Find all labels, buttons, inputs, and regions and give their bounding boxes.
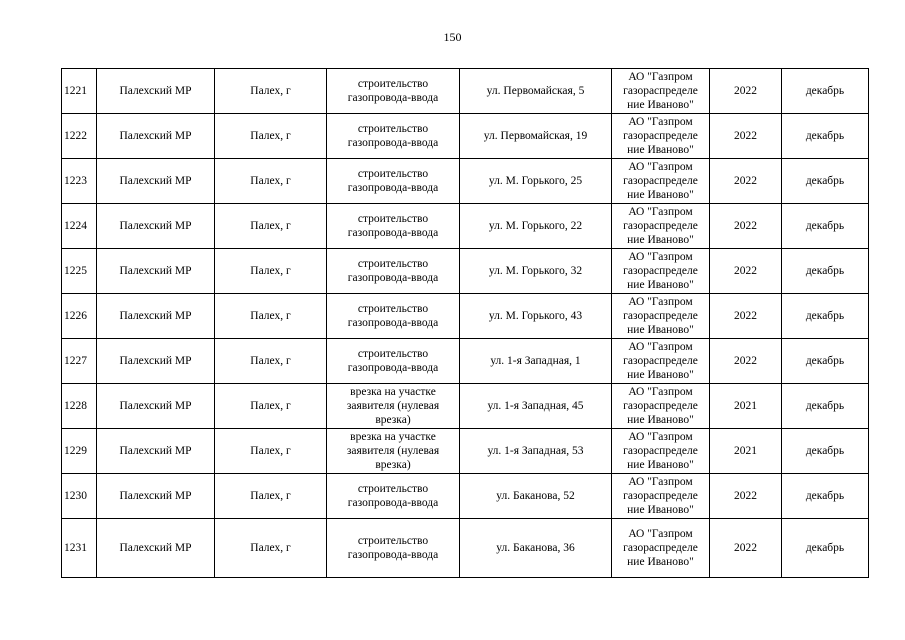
- organization-cell: АО "Газпром газораспределе ние Иваново": [612, 519, 710, 578]
- locality-cell: Палех, г: [215, 429, 327, 474]
- gas-connection-table: [61, 68, 869, 578]
- month-cell: декабрь: [782, 204, 869, 249]
- month-cell: декабрь: [782, 159, 869, 204]
- locality-cell: Палех, г: [215, 249, 327, 294]
- work-type-cell: строительство газопровода-ввода: [327, 69, 460, 114]
- district-cell: Палехский МР: [97, 339, 215, 384]
- month-cell: декабрь: [782, 384, 869, 429]
- address-cell: ул. М. Горького, 32: [460, 249, 612, 294]
- year-cell: 2022: [710, 519, 782, 578]
- table-row: [62, 384, 869, 429]
- month-cell: декабрь: [782, 249, 869, 294]
- month-cell: декабрь: [782, 474, 869, 519]
- year-cell: 2022: [710, 204, 782, 249]
- month-cell: декабрь: [782, 114, 869, 159]
- organization-cell: АО "Газпром газораспределе ние Иваново": [612, 249, 710, 294]
- table-row: [62, 69, 869, 114]
- table-row: [62, 474, 869, 519]
- district-cell: Палехский МР: [97, 429, 215, 474]
- address-cell: ул. Первомайская, 5: [460, 69, 612, 114]
- address-cell: ул. Первомайская, 19: [460, 114, 612, 159]
- work-type-cell: врезка на участке заявителя (нулевая врезка): [327, 429, 460, 474]
- district-cell: Палехский МР: [97, 519, 215, 578]
- organization-cell: АО "Газпром газораспределе ние Иваново": [612, 159, 710, 204]
- district-cell: Палехский МР: [97, 159, 215, 204]
- table-row: [62, 339, 869, 384]
- address-cell: ул. Баканова, 52: [460, 474, 612, 519]
- district-cell: Палехский МР: [97, 384, 215, 429]
- year-cell: 2022: [710, 474, 782, 519]
- address-cell: ул. Баканова, 36: [460, 519, 612, 578]
- year-cell: 2022: [710, 339, 782, 384]
- address-cell: ул. М. Горького, 43: [460, 294, 612, 339]
- district-cell: Палехский МР: [97, 294, 215, 339]
- address-cell: ул. 1-я Западная, 1: [460, 339, 612, 384]
- organization-cell: АО "Газпром газораспределе ние Иваново": [612, 429, 710, 474]
- year-cell: 2022: [710, 159, 782, 204]
- locality-cell: Палех, г: [215, 294, 327, 339]
- locality-cell: Палех, г: [215, 114, 327, 159]
- organization-cell: АО "Газпром газораспределе ние Иваново": [612, 474, 710, 519]
- district-cell: Палехский МР: [97, 69, 215, 114]
- table-row: [62, 429, 869, 474]
- row-number-cell: 1222: [62, 114, 97, 159]
- work-type-cell: строительство газопровода-ввода: [327, 474, 460, 519]
- district-cell: Палехский МР: [97, 114, 215, 159]
- row-number-cell: 1230: [62, 474, 97, 519]
- organization-cell: АО "Газпром газораспределе ние Иваново": [612, 294, 710, 339]
- year-cell: 2022: [710, 69, 782, 114]
- table-row: [62, 519, 869, 578]
- address-cell: ул. 1-я Западная, 45: [460, 384, 612, 429]
- year-cell: 2022: [710, 294, 782, 339]
- year-cell: 2022: [710, 249, 782, 294]
- month-cell: декабрь: [782, 294, 869, 339]
- row-number-cell: 1224: [62, 204, 97, 249]
- table-row: [62, 249, 869, 294]
- table-row: [62, 114, 869, 159]
- row-number-cell: 1221: [62, 69, 97, 114]
- organization-cell: АО "Газпром газораспределе ние Иваново": [612, 204, 710, 249]
- work-type-cell: строительство газопровода-ввода: [327, 519, 460, 578]
- year-cell: 2022: [710, 114, 782, 159]
- locality-cell: Палех, г: [215, 519, 327, 578]
- locality-cell: Палех, г: [215, 384, 327, 429]
- organization-cell: АО "Газпром газораспределе ние Иваново": [612, 339, 710, 384]
- locality-cell: Палех, г: [215, 474, 327, 519]
- month-cell: декабрь: [782, 519, 869, 578]
- row-number-cell: 1227: [62, 339, 97, 384]
- address-cell: ул. М. Горького, 22: [460, 204, 612, 249]
- work-type-cell: врезка на участке заявителя (нулевая врезка): [327, 384, 460, 429]
- work-type-cell: строительство газопровода-ввода: [327, 159, 460, 204]
- district-cell: Палехский МР: [97, 249, 215, 294]
- locality-cell: Палех, г: [215, 339, 327, 384]
- page-number: 150: [443, 30, 462, 44]
- address-cell: ул. 1-я Западная, 53: [460, 429, 612, 474]
- organization-cell: АО "Газпром газораспределе ние Иваново": [612, 384, 710, 429]
- table-row: [62, 159, 869, 204]
- table-row: [62, 294, 869, 339]
- row-number-cell: 1229: [62, 429, 97, 474]
- month-cell: декабрь: [782, 429, 869, 474]
- work-type-cell: строительство газопровода-ввода: [327, 249, 460, 294]
- table-row: [62, 204, 869, 249]
- row-number-cell: 1228: [62, 384, 97, 429]
- table-body: [62, 69, 869, 578]
- district-cell: Палехский МР: [97, 204, 215, 249]
- work-type-cell: строительство газопровода-ввода: [327, 339, 460, 384]
- row-number-cell: 1226: [62, 294, 97, 339]
- locality-cell: Палех, г: [215, 69, 327, 114]
- year-cell: 2021: [710, 429, 782, 474]
- work-type-cell: строительство газопровода-ввода: [327, 204, 460, 249]
- year-cell: 2021: [710, 384, 782, 429]
- locality-cell: Палех, г: [215, 159, 327, 204]
- row-number-cell: 1225: [62, 249, 97, 294]
- work-type-cell: строительство газопровода-ввода: [327, 294, 460, 339]
- address-cell: ул. М. Горького, 25: [460, 159, 612, 204]
- organization-cell: АО "Газпром газораспределе ние Иваново": [612, 69, 710, 114]
- row-number-cell: 1231: [62, 519, 97, 578]
- organization-cell: АО "Газпром газораспределе ние Иваново": [612, 114, 710, 159]
- locality-cell: Палех, г: [215, 204, 327, 249]
- month-cell: декабрь: [782, 339, 869, 384]
- work-type-cell: строительство газопровода-ввода: [327, 114, 460, 159]
- district-cell: Палехский МР: [97, 474, 215, 519]
- row-number-cell: 1223: [62, 159, 97, 204]
- month-cell: декабрь: [782, 69, 869, 114]
